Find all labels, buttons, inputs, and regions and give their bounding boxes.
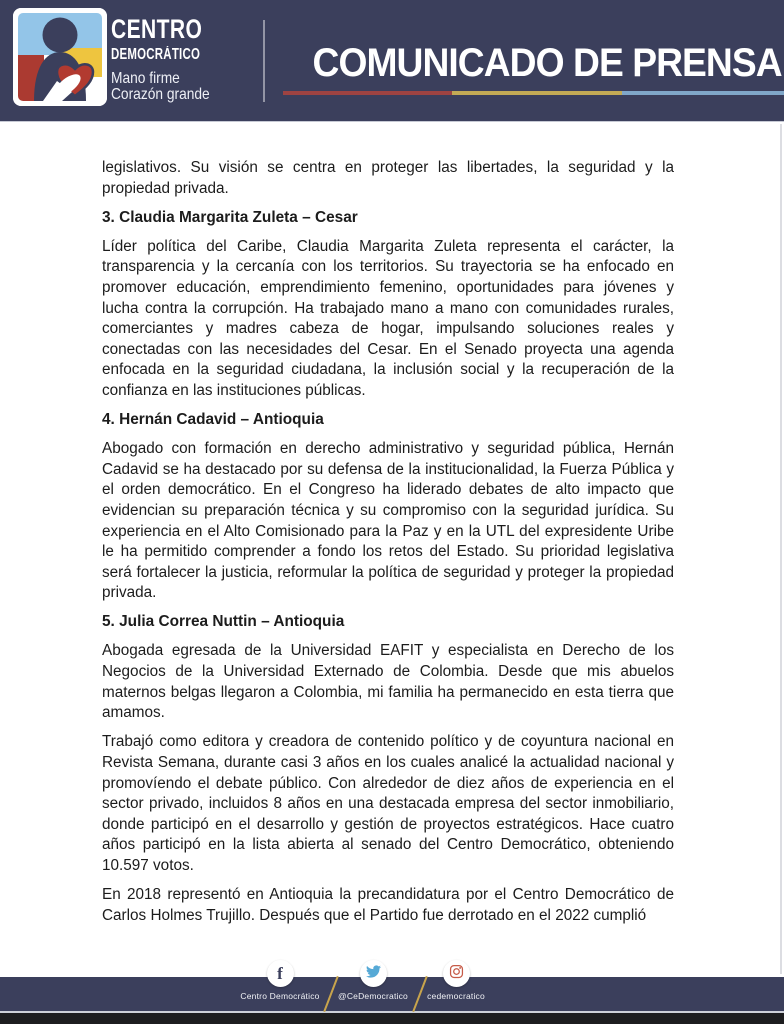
facebook-badge: [267, 960, 294, 987]
instagram-label: cedemocratico: [427, 991, 485, 1001]
paragraph-julia-correa-1: Abogada egresada de la Universidad EAFIT y especialista en Derecho de los Negocios de la Universidad Externado de Colombia. Desde que mis abuelos maternos belgas llegaron a Colombia, mi familia ha permanecido en esta tierra que amamos.: [102, 642, 674, 722]
paragraph-julia-correa-3: En 2018 representó en Antioquia la precandidatura por el Centro Democrático de Carlos Holmes Trujillo. Después que el Partido fue derrotado en el 2022 cumplió: [102, 886, 674, 924]
twitter-label: @CeDemocratico: [337, 991, 408, 1001]
document-body: [102, 158, 674, 958]
header: [0, 0, 784, 122]
social-instagram[interactable]: [406, 960, 506, 1001]
page-edge-line: [780, 124, 782, 974]
header-divider: [263, 20, 265, 102]
tricolor-stripe: [283, 91, 784, 95]
paragraph-hernan-cadavid: Abogado con formación en derecho administrativo y seguridad pública, Hernán Cadavid se ha destacado por su defensa de la institucionalidad, la Fuerza Pública y el orden democrático. En el Congreso ha liderado debates de alto impacto que evidencian su preparación técnica y su compromiso con la seguridad jurídica. Su experiencia en el Alto Comisionado para la Paz y en la UTL del expresidente Uribe le ha permitido comprender a fondo los retos del Estado. Su prioridad legislativa será fortalecer la justicia, reformular la política de seguridad y proteger la propiedad privada.: [102, 440, 674, 602]
twitter-icon: [366, 964, 381, 984]
stripe-blue: [622, 91, 784, 95]
stripe-gold: [452, 91, 622, 95]
party-logo: [13, 8, 107, 106]
facebook-icon: f: [277, 964, 283, 983]
candidate-heading-3: 3. Claudia Margarita Zuleta – Cesar: [102, 208, 358, 226]
footer-black-bar: [0, 1013, 784, 1024]
social-facebook[interactable]: [230, 960, 330, 1001]
logo-name: CENTRO: [111, 14, 203, 44]
paragraph-julia-correa-2: Trabajó como editora y creadora de contenido político y de coyuntura nacional en Revista Semana, durante casi 3 años en los cuales analicé la actualidad nacional y promovíendo el debate público. Con alrededor de diez años de experiencia en el sector privado, incluidos 8 años en una destacada empresa del sector inmobiliario, donde participó en el desarrollo y gestión de proyectos estratégicos. Hace cuatro años participó en la lista abierta al senado del Centro Democrático, obteniendo 10.597 votos.: [102, 733, 674, 874]
logo-subname: DEMOCRÁTICO: [111, 46, 201, 63]
facebook-label: Centro Democrático: [240, 991, 320, 1001]
paragraph-continuation: legislativos. Su visión se centra en proteger las libertades, la seguridad y la propiedad privada.: [102, 159, 674, 197]
party-logo-icon: [13, 8, 107, 106]
candidate-heading-5: 5. Julia Correa Nuttin – Antioquia: [102, 613, 345, 631]
logo-tagline-1: Mano firme: [111, 69, 180, 87]
candidate-heading-4: 4. Hernán Cadavid – Antioquia: [102, 411, 324, 429]
paragraph-claudia-zuleta: Líder política del Caribe, Claudia Margarita Zuleta representa el carácter, la transparencia y la cercanía con los territorios. Su trayectoria se ha enfocado en promover educación, emprendimiento femenino, oportunidades para jóvenes y lucha contra la corrupción. Ha trabajado mano a mano con comunidades rurales, comerciantes y madres cabeza de hogar, impulsando soluciones reales y conectadas con las necesidades del Cesar. En el Senado proyecta una agenda enfocada en la seguridad ciudadana, la inclusión social y la recuperación de la confianza en las instituciones públicas.: [102, 237, 674, 399]
instagram-icon: [449, 964, 464, 984]
stripe-red: [283, 91, 452, 95]
instagram-badge: [443, 960, 470, 987]
twitter-badge: [360, 960, 387, 987]
logo-tagline-2: Corazón grande: [111, 86, 210, 103]
press-release-title: COMUNICADO DE PRENSA: [312, 41, 782, 85]
party-logo-text: [111, 16, 231, 104]
